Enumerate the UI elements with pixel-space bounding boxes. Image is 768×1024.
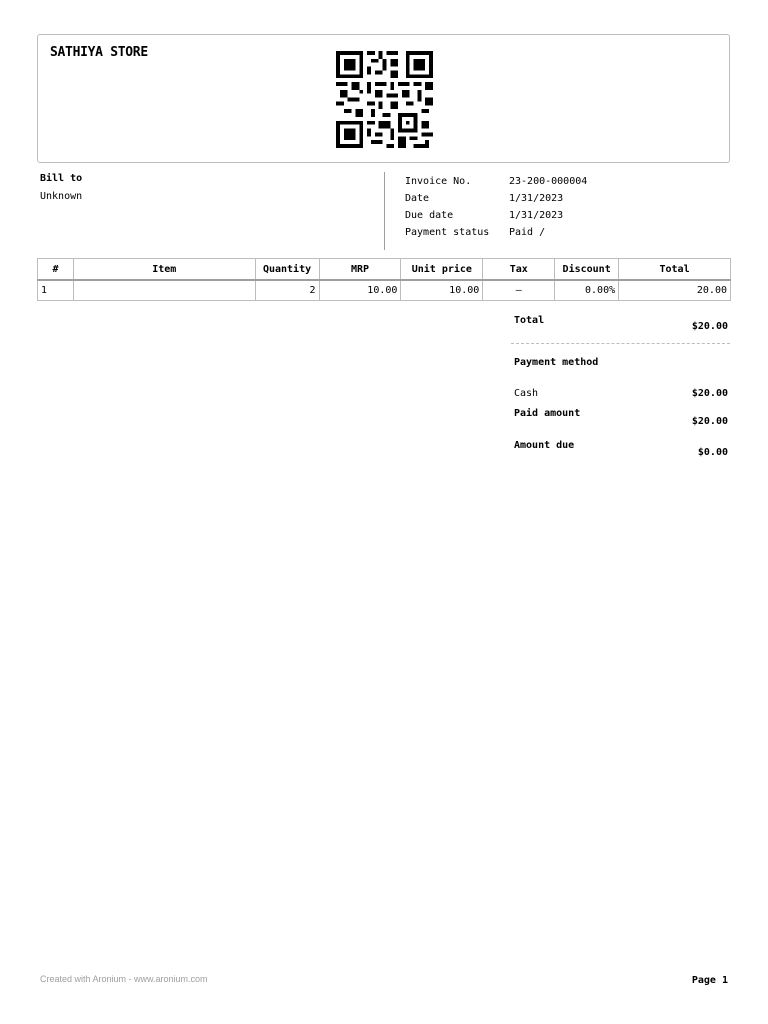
due-date-label: Due date (405, 210, 454, 221)
due-date-row (405, 207, 587, 224)
bill-to-label: Bill to (40, 173, 83, 184)
items-table (37, 258, 731, 301)
invoice-number-row (405, 173, 587, 190)
table-row (38, 280, 731, 301)
invoice-meta (405, 173, 587, 241)
invoice-number-label: Invoice No. (405, 176, 472, 187)
col-mrp-header: MRP (319, 259, 401, 281)
col-unit-price-header: Unit price (401, 259, 483, 281)
col-item-header: Item (73, 259, 255, 281)
table-header-row (38, 259, 731, 281)
paid-amount-label: Paid amount (514, 408, 581, 419)
footer-credit: Created with Aronium - www.aronium.com (40, 974, 208, 984)
row-discount: 0.00% (555, 280, 619, 301)
row-total: 20.00 (619, 280, 731, 301)
col-total-header: Total (619, 259, 731, 281)
payment-status-row (405, 224, 587, 241)
vertical-divider (384, 172, 385, 250)
invoice-date-label: Date (405, 193, 430, 204)
invoice-date-row (405, 190, 587, 207)
cash-label: Cash (514, 388, 539, 399)
total-value: $20.00 (691, 321, 728, 332)
col-quantity-header: Quantity (255, 259, 319, 281)
invoice-date: 1/31/2023 (509, 193, 564, 204)
total-label: Total (514, 315, 545, 326)
payment-status-label: Payment status (405, 227, 490, 238)
col-tax-header: Tax (483, 259, 555, 281)
due-date: 1/31/2023 (509, 210, 564, 221)
page-number: Page 1 (691, 975, 728, 986)
invoice-number: 23-200-000004 (509, 176, 588, 187)
row-mrp: 10.00 (319, 280, 401, 301)
row-number: 1 (38, 280, 74, 301)
row-item (73, 280, 255, 301)
payment-status: Paid / (509, 227, 546, 238)
amount-due-value: $0.00 (697, 447, 728, 458)
col-discount-header: Discount (555, 259, 619, 281)
bill-to-section (40, 173, 82, 202)
col-number-header: # (38, 259, 74, 281)
qr-code-icon (334, 51, 435, 148)
cash-value: $20.00 (691, 388, 728, 399)
bill-to-name: Unknown (40, 191, 83, 202)
row-tax: — (483, 280, 555, 301)
store-name: SATHIYA STORE (50, 45, 148, 60)
row-quantity: 2 (255, 280, 319, 301)
payment-method-label: Payment method (514, 357, 599, 368)
row-unit-price: 10.00 (401, 280, 483, 301)
summary-divider (511, 343, 730, 344)
amount-due-label: Amount due (514, 440, 575, 451)
invoice-header (37, 34, 730, 163)
paid-amount-value: $20.00 (691, 416, 728, 427)
